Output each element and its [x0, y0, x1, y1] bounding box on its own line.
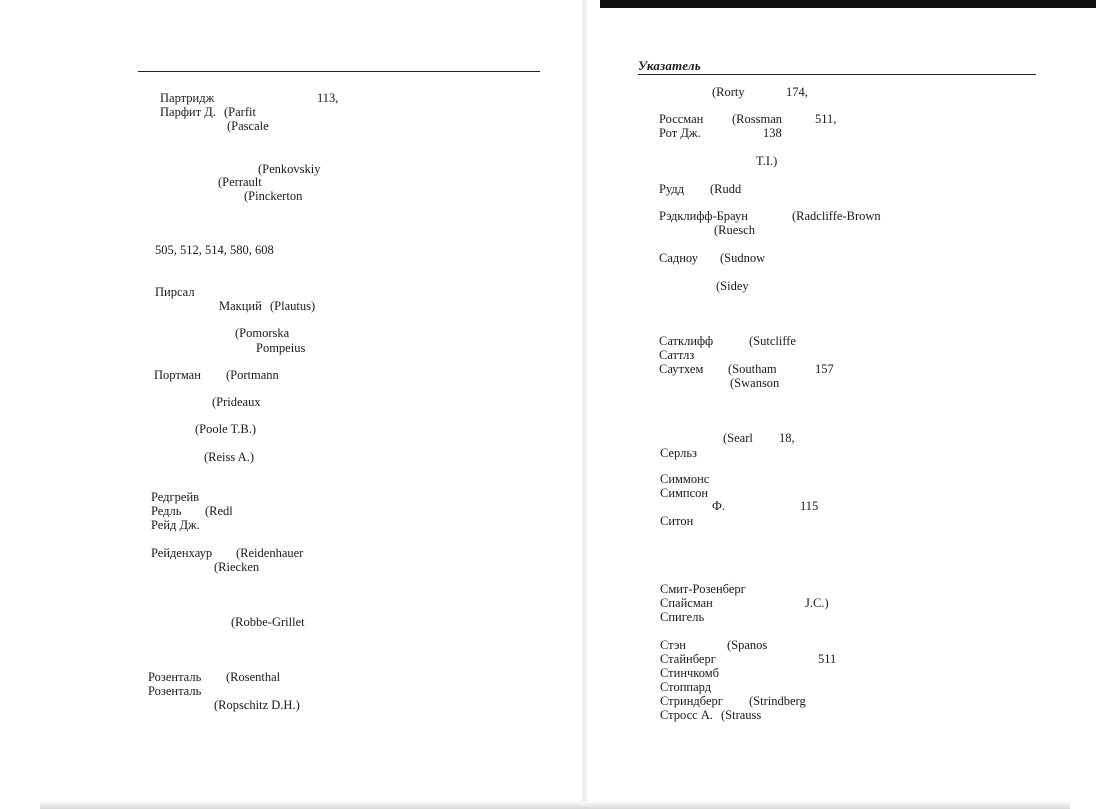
index-original: (Plautus) — [270, 299, 316, 313]
index-line — [659, 209, 959, 224]
index-term: Редль — [151, 504, 182, 518]
index-line — [660, 694, 860, 709]
index-original: (Reidenhauer — [236, 546, 304, 560]
index-pages: 18, — [779, 431, 795, 445]
index-term: Розенталь — [148, 684, 202, 698]
index-line — [151, 546, 451, 561]
index-term: Серльз — [660, 446, 697, 460]
index-original: (Reiss A.) — [204, 450, 254, 464]
index-original: (Searl — [723, 431, 753, 445]
scan-edge-bar — [600, 0, 1096, 8]
index-term: Смит-Розенберг — [660, 582, 746, 596]
index-line — [148, 670, 448, 685]
index-pages: 174, — [786, 85, 808, 99]
index-pages: 511 — [818, 652, 837, 666]
running-head: Указатель — [638, 58, 701, 73]
index-term: Рот Дж. — [659, 126, 701, 140]
index-original: (Ropschitz D.H.) — [214, 698, 300, 712]
index-original: (Rorty — [712, 85, 745, 99]
index-line — [659, 362, 959, 377]
index-line — [712, 499, 912, 514]
index-original: (Rosenthal — [226, 670, 281, 684]
index-original: T.I.) — [756, 154, 778, 168]
index-term: Спайсман — [660, 596, 713, 610]
index-term: Рэдклифф-Браун — [659, 209, 748, 223]
index-original: J.C.) — [805, 596, 829, 610]
index-original: (Perrault — [218, 175, 262, 189]
book-gutter — [582, 0, 587, 809]
index-original: (Riecken — [214, 560, 260, 574]
index-line — [659, 251, 859, 266]
index-line — [660, 638, 860, 653]
index-line — [660, 708, 860, 723]
index-original: (Poole T.B.) — [195, 422, 256, 436]
scan-bottom-shadow — [40, 801, 1070, 809]
index-term: Стинчкомб — [660, 666, 720, 680]
index-term: Стросс А. — [660, 708, 713, 722]
index-term: Сатклифф — [659, 334, 714, 348]
index-original: (Robbe-Grillet — [231, 615, 305, 629]
index-pages: 138 — [763, 126, 782, 140]
index-line — [151, 504, 451, 519]
index-original: (Radcliffe-Brown — [792, 209, 881, 223]
index-term: Рейд Дж. — [151, 518, 200, 532]
index-pages: 113, — [317, 91, 339, 105]
index-original: (Pinckerton — [244, 189, 303, 203]
index-term: Россман — [659, 112, 704, 126]
index-line — [219, 299, 519, 314]
index-line — [160, 91, 540, 106]
index-term: Стоппард — [660, 680, 712, 694]
index-original: (Strauss — [721, 708, 762, 722]
index-term: Садноу — [659, 251, 698, 265]
index-term: Пирсал — [155, 285, 195, 299]
index-original: (Redl — [205, 504, 233, 518]
index-term: Стэн — [660, 638, 687, 652]
index-term: Портман — [154, 368, 201, 382]
index-line — [723, 431, 923, 446]
index-term: Саутхем — [659, 362, 704, 376]
index-line — [659, 182, 859, 197]
index-original: (Sutcliffe — [749, 334, 796, 348]
right-header-rule — [638, 74, 1036, 75]
index-original: (Pascale — [227, 119, 269, 133]
index-term: Редгрейв — [151, 490, 200, 504]
index-term: Симпсон — [660, 486, 709, 500]
index-original: (Sidey — [716, 279, 749, 293]
left-header-rule — [138, 71, 540, 72]
index-term: Ситон — [660, 514, 694, 528]
index-original: (Portmann — [226, 368, 279, 382]
index-original: (Penkovskiy — [258, 162, 321, 176]
index-original: Pompeius — [256, 341, 306, 355]
index-original: (Sudnow — [720, 251, 766, 265]
index-original: (Prideaux — [212, 395, 261, 409]
index-original: (Pomorska — [235, 326, 290, 340]
index-original: (Parfit — [224, 105, 256, 119]
index-line — [154, 368, 454, 383]
index-original: (Spanos — [727, 638, 768, 652]
index-pages: 157 — [815, 362, 834, 376]
index-line — [659, 334, 859, 349]
index-line — [160, 105, 540, 120]
index-term: Партридж — [160, 91, 215, 105]
index-original: (Ruesch — [714, 223, 755, 237]
index-term: Симмонс — [660, 472, 710, 486]
index-original: (Swanson — [730, 376, 780, 390]
index-line — [660, 652, 860, 667]
index-term: Рудд — [659, 182, 685, 196]
index-original: (Strindberg — [749, 694, 806, 708]
index-term: Стриндберг — [660, 694, 723, 708]
index-line — [659, 126, 859, 141]
index-term: Стайнберг — [660, 652, 716, 666]
index-original: (Rossman — [732, 112, 782, 126]
index-term: Рейденхаур — [151, 546, 213, 560]
index-line — [712, 85, 912, 100]
index-line — [659, 112, 959, 127]
index-term: Ф. — [712, 499, 726, 513]
index-term: Макций — [219, 299, 262, 313]
index-term: Спигель — [660, 610, 705, 624]
index-line — [660, 596, 860, 611]
index-pages: 115 — [800, 499, 819, 513]
index-term: Парфит Д. — [160, 105, 216, 119]
index-term: Саттлз — [659, 348, 695, 362]
index-pages: 511, — [815, 112, 837, 126]
index-original: (Rudd — [710, 182, 742, 196]
index-term: Розенталь — [148, 670, 202, 684]
index-original: (Southam — [728, 362, 777, 376]
index-pages: 505, 512, 514, 580, 608 — [155, 243, 274, 257]
